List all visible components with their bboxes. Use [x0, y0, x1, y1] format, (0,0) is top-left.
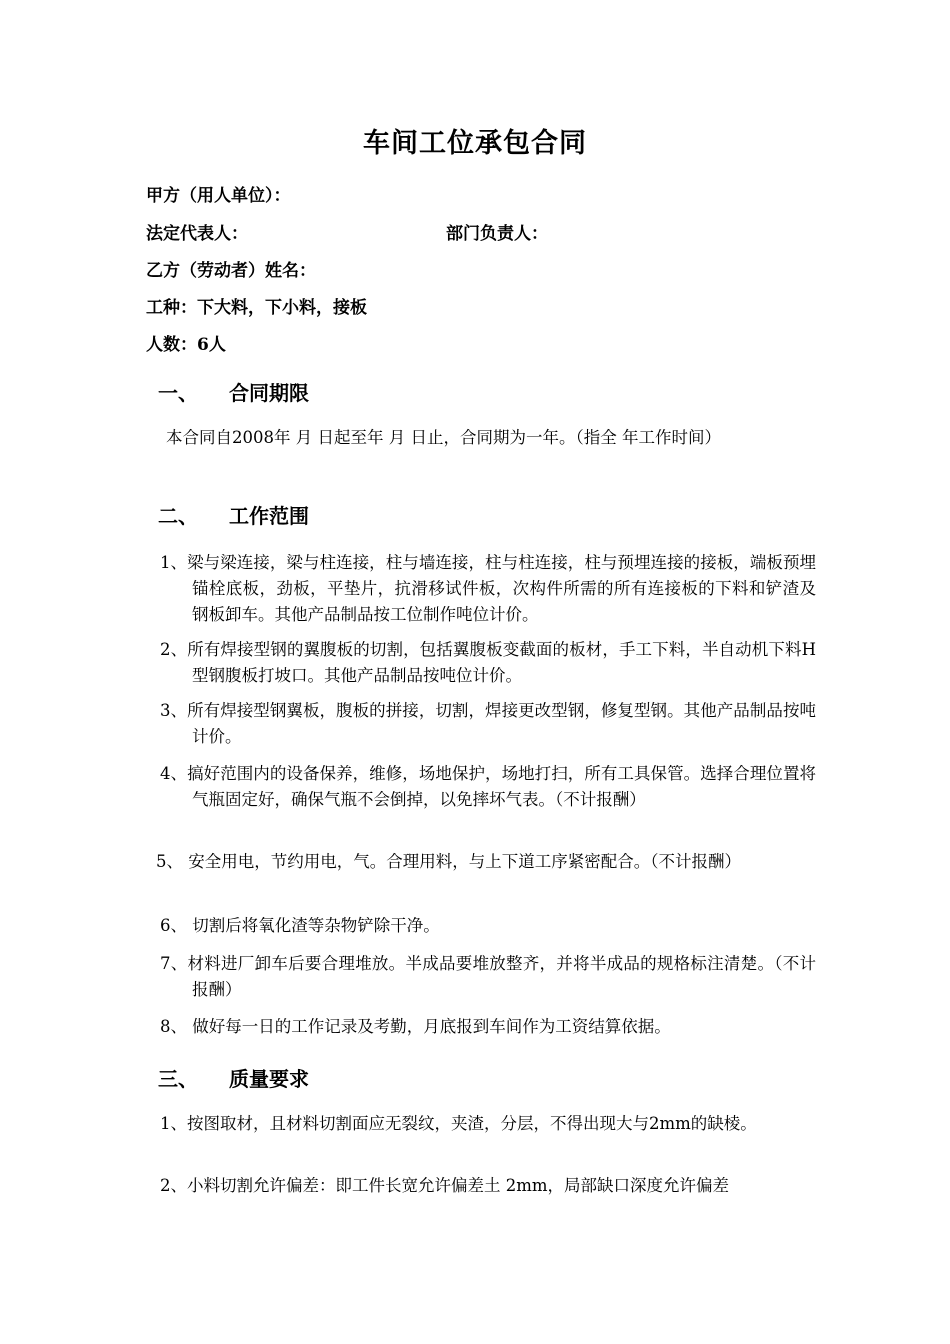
- party-b-name-field: 乙方（劳动者）姓名：: [146, 261, 316, 281]
- list-item: 5、 安全用电，节约用电，气。合理用料，与上下道工序紧密配合。（不计报酬）: [156, 852, 741, 871]
- section-heading-contract-term: [158, 377, 309, 406]
- list-item: 4、搞好范围内的设备保养，维修，场地保护，场地打扫，所有工具保管。选择合理位置将气瓶固定好，确保气瓶不会倒掉，以免摔坏气表。（不计报酬）: [160, 764, 816, 809]
- list-item: 1、梁与梁连接，梁与柱连接，柱与墙连接，柱与柱连接，柱与预埋连接的接板，端板预埋锚栓底板，劲板，平垫片，抗滑移试件板，次构件所需的所有连接板的下料和铲渣及钢板卸车。其他产品制品按工位制作吨位计价。: [160, 553, 816, 624]
- list-item: 2、所有焊接型钢的翼腹板的切割，包括翼腹板变截面的板材，手工下料，半自动机下料H型钢腹板打坡口。其他产品制品按吨位计价。: [160, 640, 816, 685]
- list-item: 1、按图取材，且材料切割面应无裂纹，夹渣，分层，不得出现大与2mm的缺棱。: [160, 1114, 757, 1133]
- contract-term-paragraph: 本合同自2008年 月 日起至年 月 日止，合同期为一年。（指全 年工作时间）: [166, 428, 721, 447]
- department-head-field: 部门负责人：: [446, 224, 548, 244]
- section-title: 合同期限: [229, 381, 309, 405]
- section-title: 质量要求: [229, 1067, 309, 1091]
- list-item: 8、 做好每一日的工作记录及考勤，月底报到车间作为工资结算依据。: [160, 1017, 671, 1036]
- list-item: 2、小料切割允许偏差：即工件长宽允许偏差土 2mm，局部缺口深度允许偏差: [160, 1176, 730, 1195]
- legal-representative-field: 法定代表人：: [146, 224, 248, 244]
- list-item: 6、 切割后将氧化渣等杂物铲除干净。: [160, 916, 440, 935]
- list-item: 7、材料进厂卸车后要合理堆放。半成品要堆放整齐，并将半成品的规格标注清楚。（不计报酬）: [160, 954, 816, 999]
- section-number: 三、: [158, 1067, 198, 1091]
- section-number: 一、: [158, 381, 198, 405]
- party-a-field: 甲方（用人单位）：: [146, 186, 291, 206]
- section-heading-quality-requirements: [158, 1063, 309, 1092]
- section-heading-work-scope: [158, 500, 309, 529]
- document-title: 车间工位承包合同: [363, 128, 587, 159]
- section-title: 工作范围: [229, 504, 309, 528]
- job-type-field: 工种：下大料，下小料，接板: [146, 298, 367, 318]
- section-number: 二、: [158, 504, 198, 528]
- headcount-field: 人数：6人: [146, 335, 226, 355]
- list-item: 3、所有焊接型钢翼板，腹板的拼接，切割，焊接更改型钢，修复型钢。其他产品制品按吨计价。: [160, 701, 816, 746]
